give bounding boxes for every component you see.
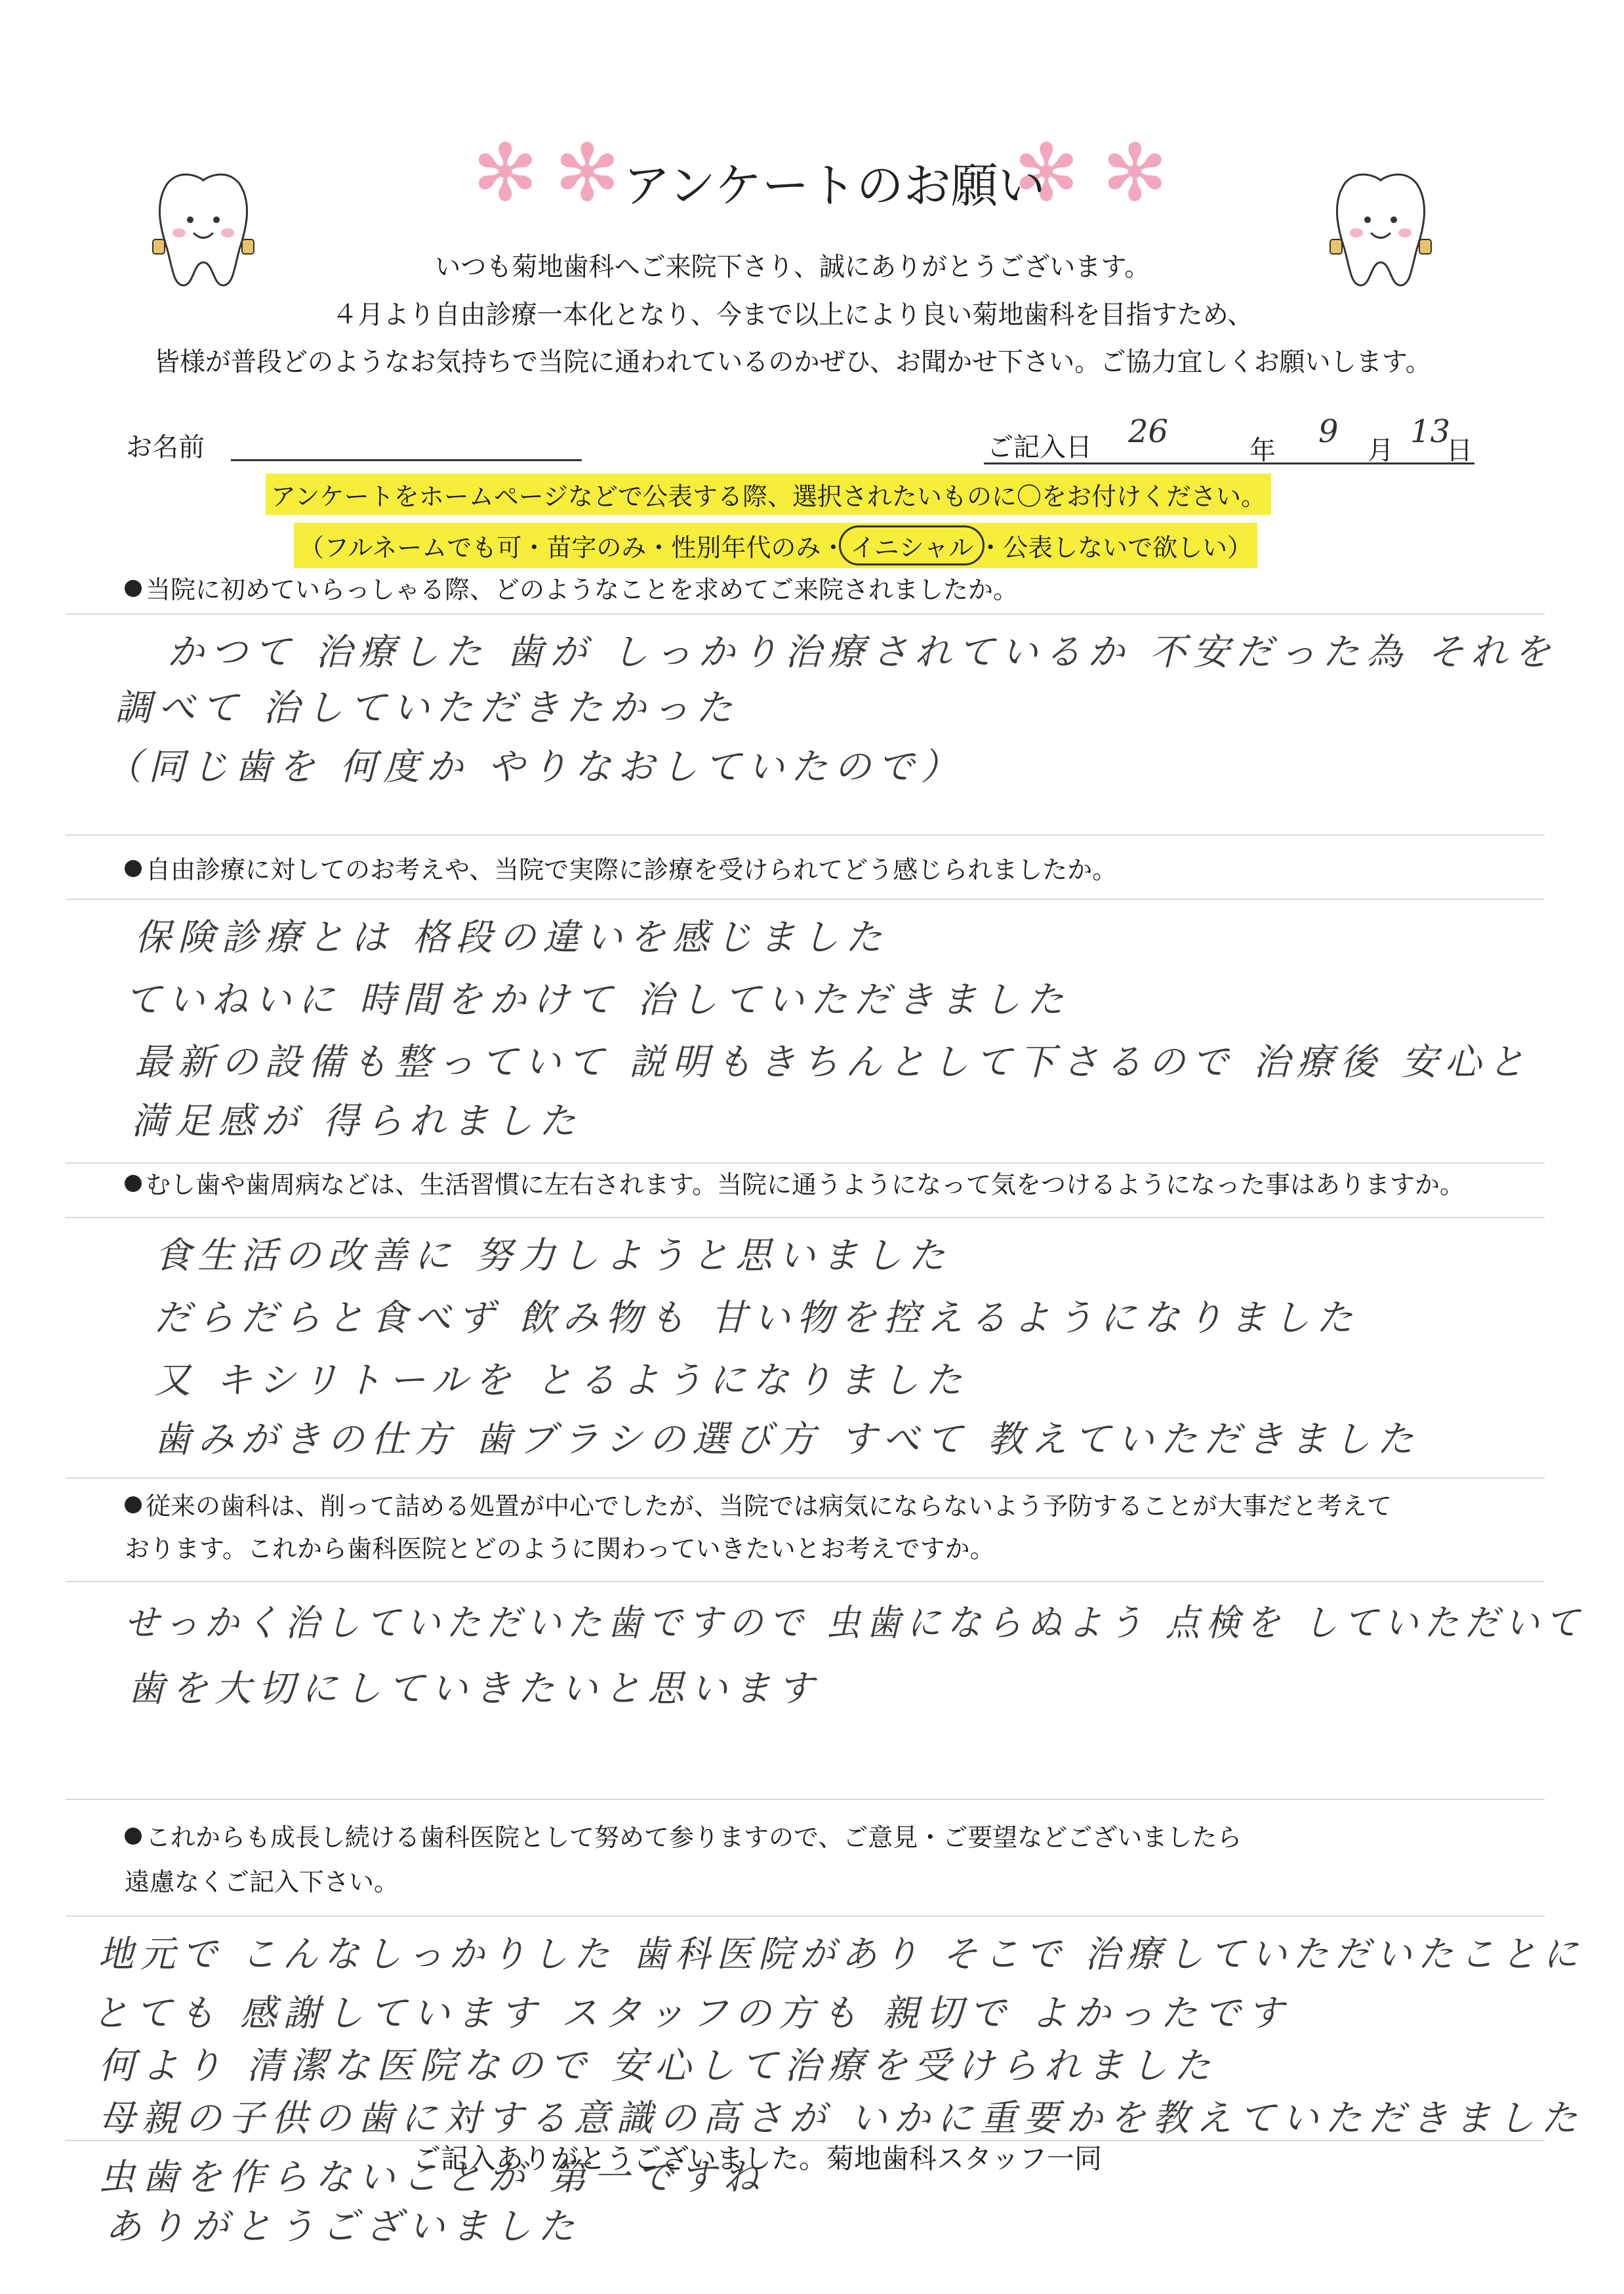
asterisk-decoration: ✻ <box>472 128 538 219</box>
bullet-icon <box>125 1496 142 1513</box>
intro-line: ４月より自由診療一本化となり、今まで以上により良い菊地歯科を目指すため、 <box>332 300 1253 330</box>
answer-1-line: （同じ歯を 何度か やりなおしていたので） <box>105 746 964 789</box>
question-4-continued: おります。これから歯科医院とどのように関わっていきたいとお考えですか。 <box>125 1534 995 1563</box>
question-5-continued: 遠慮なくご記入下さい。 <box>125 1868 399 1896</box>
answer-2-line: 最新の設備も整っていて 説明もきちんとして下さるので 治療後 安心と <box>134 1041 1532 1084</box>
date-day-value[interactable]: 13 <box>1410 413 1451 450</box>
name-label: お名前 <box>126 432 205 462</box>
answer-5-line: 地元で こんなしっかりした 歯科医院があり そこで 治療していただいたことに <box>98 1933 1585 1976</box>
question-5: これからも成長し続ける歯科医院として努めて参りますので、ご意見・ご要望などございましたら <box>125 1817 1242 1853</box>
answer-1-line: かつて 治療した 歯が しっかり治療されているか 不安だった為 それを <box>167 631 1558 674</box>
asterisk-decoration: ✻ <box>1102 128 1168 219</box>
answer-3-line: だらだらと食べず 飲み物も 甘い物を控えるようになりました <box>154 1297 1360 1340</box>
selected-option-initials[interactable]: イニシャル <box>839 525 985 565</box>
answer-3-line: 歯みがきの仕方 歯ブラシの選び方 すべて 教えていただきました <box>154 1418 1421 1461</box>
intro-line: 皆様が普段どのようなお気持ちで当院に通われているのかぜひ、お聞かせ下さい。ご協力宜しくお願いします。 <box>153 347 1431 377</box>
intro-line: いつも菊地歯科へご来院下さり、誠にありがとうございます。 <box>435 252 1150 282</box>
answer-3-line: 又 キシリトールを とるようになりました <box>154 1359 969 1402</box>
day-unit: 日 <box>1446 436 1472 466</box>
answer-5-line: とても 感謝しています スタッフの方も 親切で よかったです <box>92 1992 1291 2035</box>
publication-options-close: ・公表しないで欲しい） <box>978 533 1253 562</box>
bullet-icon <box>125 860 142 877</box>
answer-3-line: 食生活の改善に 努力しようと思いました <box>154 1235 952 1277</box>
month-unit: 月 <box>1368 436 1394 466</box>
bullet-icon <box>125 580 142 597</box>
publication-options-open: （フルネームでも可・苗字のみ・性別年代のみ・ <box>299 533 846 562</box>
publication-prompt: アンケートをホームページなどで公表する際、選択されたいものに〇をお付けください。 <box>266 474 1271 515</box>
date-underline <box>984 462 1474 464</box>
publication-options <box>294 523 1257 568</box>
bullet-icon <box>125 1175 142 1192</box>
answer-2-line: 満足感が 得られました <box>131 1100 582 1143</box>
asterisk-decoration: ✻ <box>554 128 620 219</box>
page-title: アンケートのお願い <box>623 158 1045 213</box>
date-month-value[interactable]: 9 <box>1318 413 1339 450</box>
date-label: ご記入日 <box>987 432 1092 462</box>
name-field[interactable] <box>231 459 582 461</box>
question-2: 自由診療に対してのお考えや、当院で実際に診療を受けられてどう感じられましたか。 <box>125 850 1117 886</box>
answer-5-line: 虫歯を作らないことが 第一ですね <box>98 2156 766 2199</box>
answer-4-line: せっかく治していただいた歯ですので 虫歯にならぬよう 点検を していただいて <box>125 1602 1586 1645</box>
answer-1-line: 調べて 治していただきたかった <box>115 687 739 729</box>
answer-5-line: ありがとうございました <box>105 2205 581 2248</box>
year-unit: 年 <box>1249 436 1276 466</box>
question-4: 従来の歯科は、削って詰める処置が中心でしたが、当院では病気にならないよう予防することが大事だと考えて <box>125 1486 1392 1522</box>
question-3: むし歯や歯周病などは、生活習慣に左右されます。当院に通うようになって気をつけるようになった事はありますか。 <box>125 1164 1465 1200</box>
asterisk-decoration: ✻ <box>1013 128 1080 219</box>
answer-2-line: ていねいに 時間をかけて 治していただきました <box>125 979 1070 1021</box>
bullet-icon <box>125 1828 142 1845</box>
answer-2-line: 保険診療とは 格段の違いを感じました <box>134 916 889 959</box>
question-1: 当院に初めていらっしゃる際、どのようなことを求めてご来院されましたか。 <box>125 569 1018 605</box>
answer-5-line: 母親の子供の歯に対する意識の高さが いかに重要かを教えていただきました <box>98 2097 1584 2140</box>
date-year-value[interactable]: 26 <box>1128 413 1169 450</box>
answer-5-line: 何より 清潔な医院なので 安心して治療を受けられました <box>98 2045 1217 2087</box>
answer-4-line: 歯を大切にしていきたいと思います <box>128 1668 821 1710</box>
footer-thanks: ご記入ありがとうございました。菊地歯科スタッフ一同 <box>413 2142 1103 2175</box>
